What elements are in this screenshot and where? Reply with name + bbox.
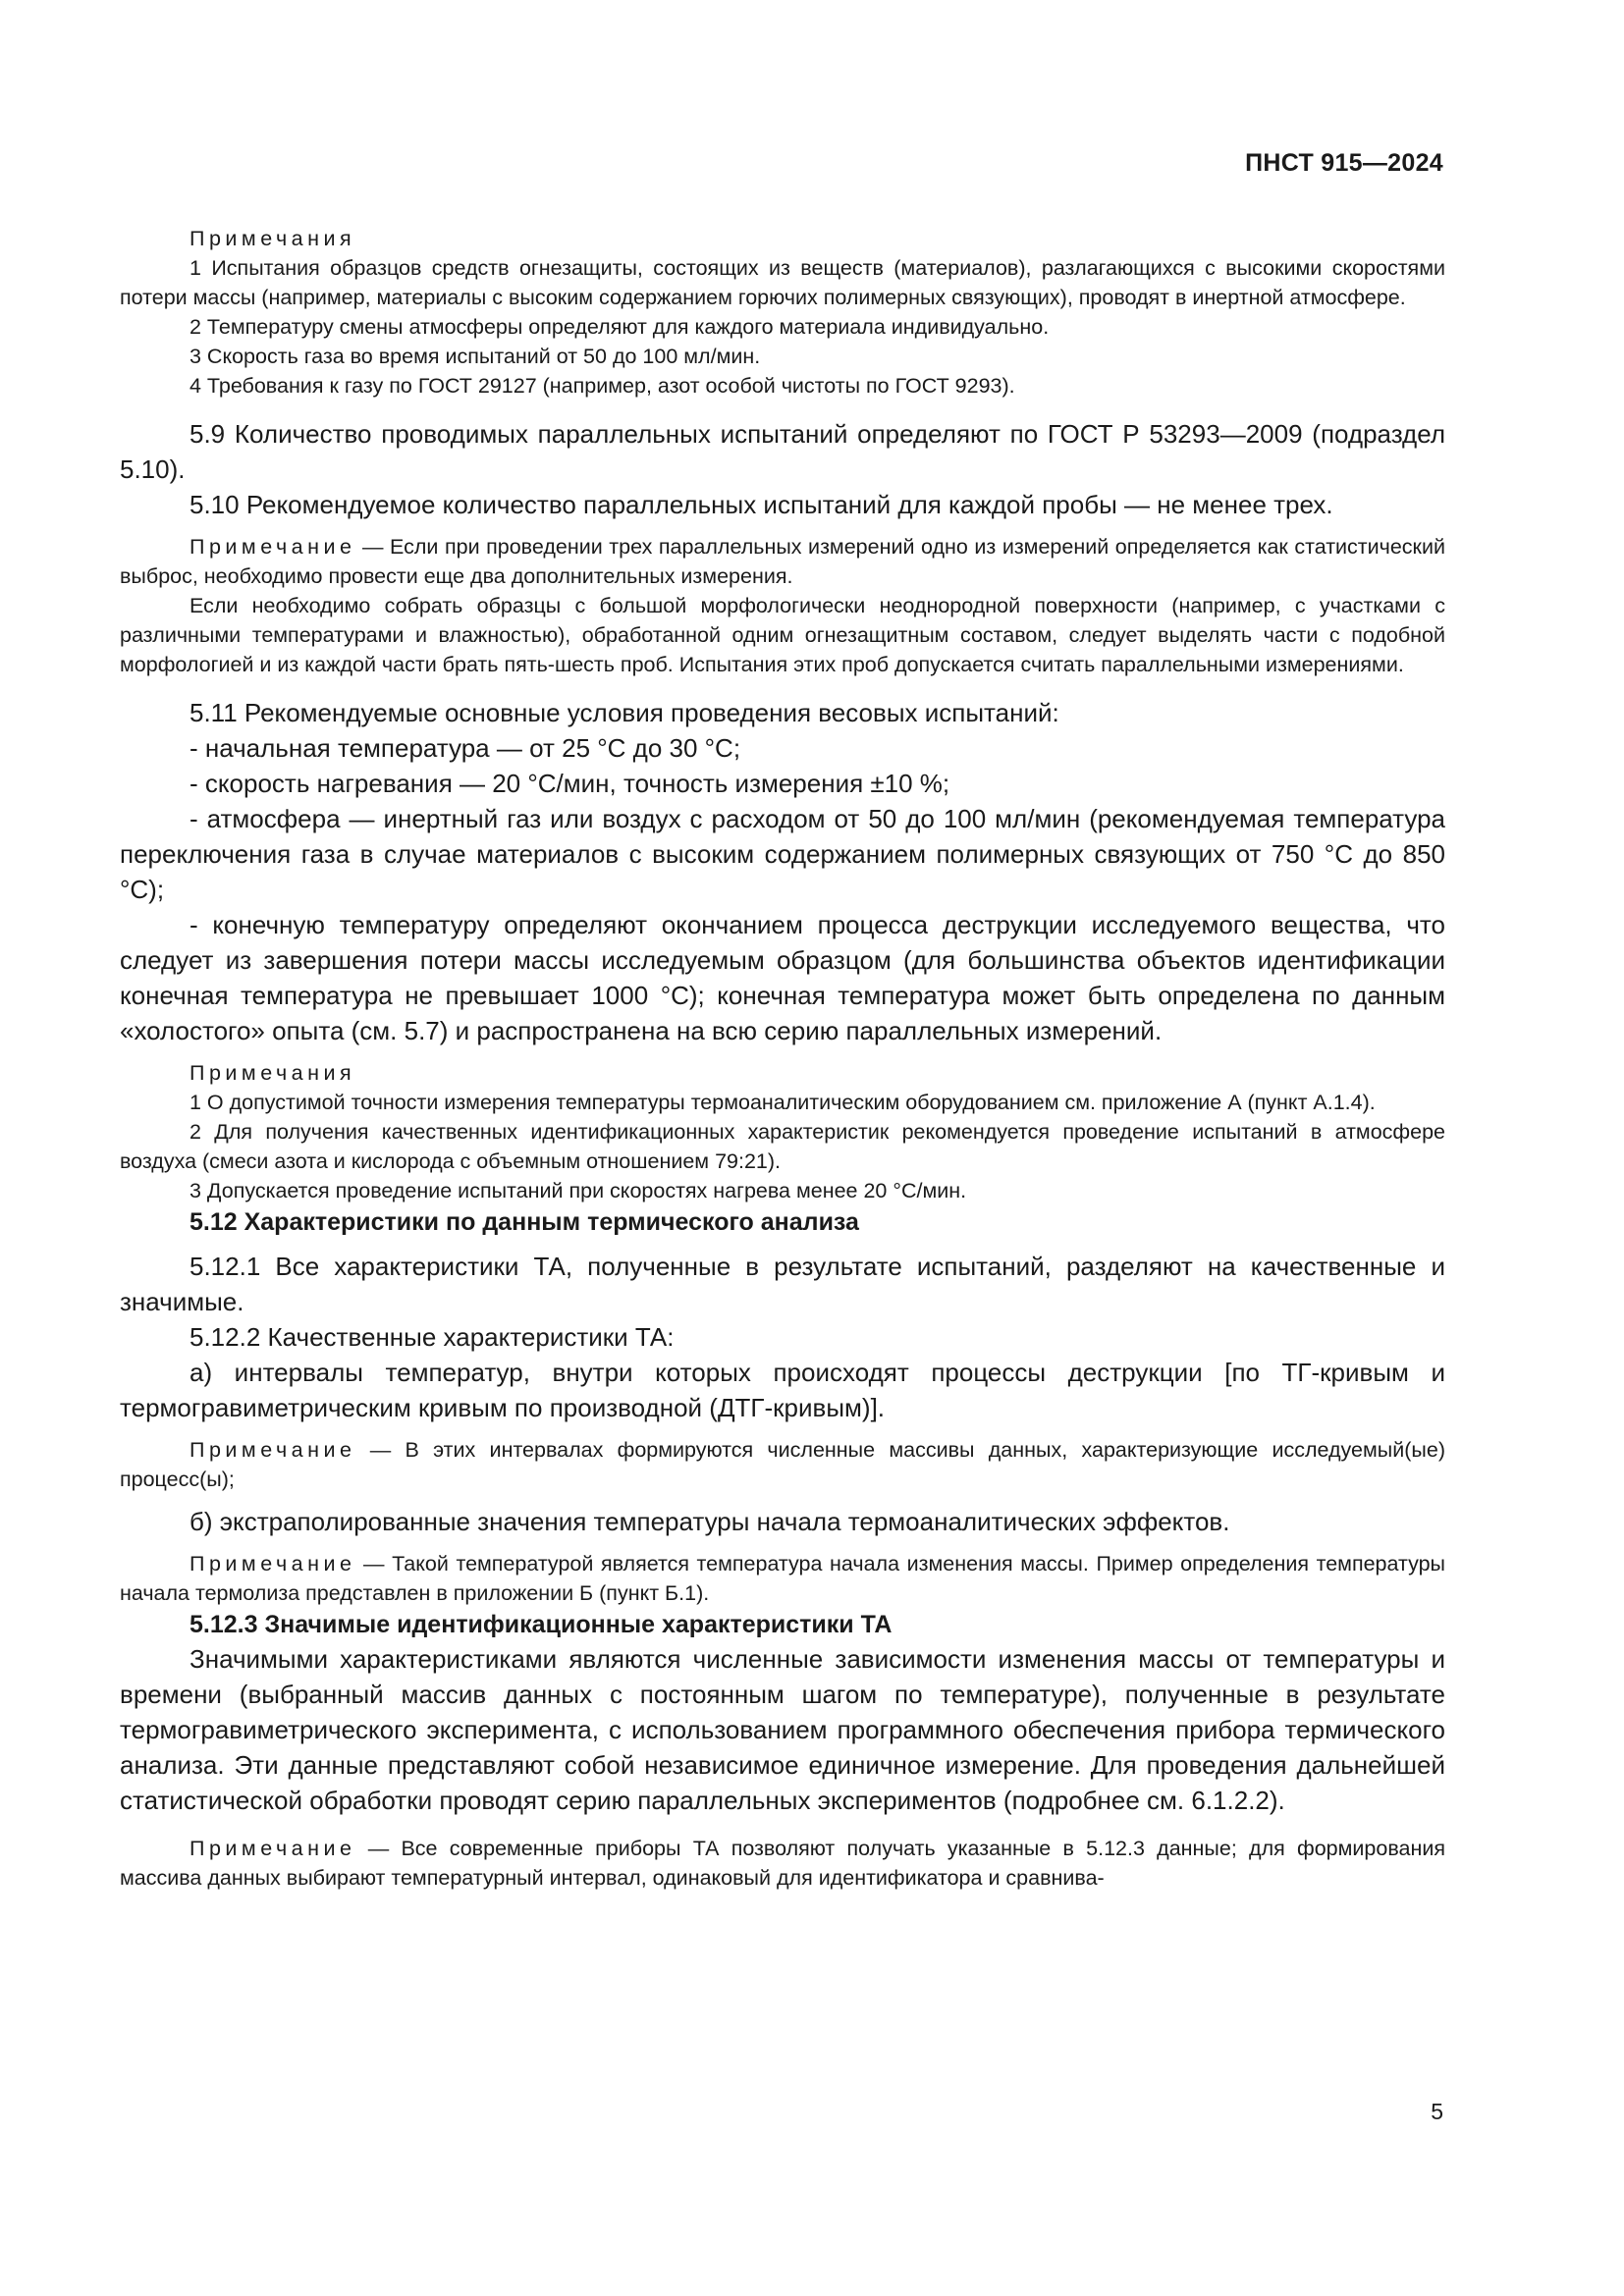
note-item: 3 Скорость газа во время испытаний от 50 до 100 мл/мин. [189, 345, 761, 368]
note-item: 2 Температуру смены атмосферы определяют для каждого материала индивидуально. [189, 315, 1050, 339]
clause-5-12-3-text: Значимыми характеристиками являются численные зависимости изменения массы от температуры и времени (выбранный массив данных с постоянным шагом по температуре), полученные в результате термогравиметрического эксперимента, с использованием программного обеспечения прибора термического анализа. Эти данные представляют собой независимое единичное измерение. Для проведения дальнейшей статистической обработки проводят серию параллельных экспериментов (подробнее см. 6.1.2.2). [120, 1644, 1445, 1815]
list-item-b: б) экстраполированные значения температуры начала термоаналитических эффектов. [189, 1507, 1230, 1536]
note-label: Примечание [189, 535, 356, 559]
note-text: — В этих интервалах формируются численные массивы данных, характеризующие исследуемый(ые) процесс(ы); [120, 1438, 1445, 1491]
note-label: Примечание [189, 1552, 356, 1575]
note-5-12-3 [120, 1834, 1445, 1893]
list-item: - скорость нагревания — 20 °С/мин, точность измерения ±10 %; [189, 769, 950, 798]
notes-title: Примечания [189, 227, 356, 250]
clause-5-9: 5.9 Количество проводимых параллельных испытаний определяют по ГОСТ Р 53293—2009 (подраздел 5.10). [120, 419, 1445, 484]
note-text: — Все современные приборы ТА позволяют получать указанные в 5.12.3 данные; для формирования массива данных выбирают температурный интервал, одинаковый для идентификатора и сравнива- [120, 1837, 1445, 1890]
list-item: - конечную температуру определяют окончанием процесса деструкции исследуемого вещества, что следует из завершения потери массы исследуемым образцом (для большинства объектов идентификации конечная температура не превышает 1000 °С); конечная температура может быть определена по данным «холостого» опыта (см. 5.7) и распространена на всю серию параллельных измерений. [120, 910, 1445, 1045]
note-5-10 [120, 532, 1445, 591]
note-continuation: Если необходимо собрать образцы с большой морфологически неоднородной поверхности (например, с участками с различными температурами и влажностью), обработанной одним огнезащитным составом, следует выделять части с подобной морфологией и из каждой части брать пять-шесть проб. Испытания этих проб допускается считать параллельными измерениями. [120, 594, 1445, 676]
note-label: Примечание [189, 1438, 356, 1462]
list-item-a: а) интервалы температур, внутри которых происходят процессы деструкции [по ТГ-кривым и термогравиметрическим кривым по производной (ДТГ-кривым)]. [120, 1358, 1445, 1422]
page-body [120, 224, 1445, 1893]
section-heading-5-12: 5.12 Характеристики по данным термического анализа [189, 1208, 859, 1236]
document-code-header: ПНСТ 915—2024 [1245, 149, 1443, 177]
note-text: — Если при проведении трех параллельных измерений одно из измерений определяется как статистический выброс, необходимо провести еще два дополнительных измерения. [120, 535, 1445, 588]
note-text: — Такой температурой является температура начала изменения массы. Пример определения температуры начала термолиза представлен в приложении Б (пункт Б.1). [120, 1552, 1445, 1605]
note-b [120, 1549, 1445, 1608]
note-a [120, 1435, 1445, 1494]
clause-5-12-1: 5.12.1 Все характеристики ТА, полученные в результате испытаний, разделяют на качественные и значимые. [120, 1252, 1445, 1316]
note-label: Примечание [189, 1837, 356, 1860]
page-number: 5 [1431, 2099, 1443, 2124]
clause-5-10: 5.10 Рекомендуемое количество параллельных испытаний для каждой пробы — не менее трех. [189, 490, 1333, 519]
note-item: 1 О допустимой точности измерения температуры термоаналитическим оборудованием см. приложение А (пункт А.1.4). [189, 1091, 1376, 1114]
note-item: 2 Для получения качественных идентификационных характеристик рекомендуется проведение испытаний в атмосфере воздуха (смеси азота и кислорода с объемным отношением 79:21). [120, 1120, 1445, 1173]
list-item: - атмосфера — инертный газ или воздух с расходом от 50 до 100 мл/мин (рекомендуемая температура переключения газа в случае материалов с высоким содержанием полимерных связующих от 750 °С до 850 °С); [120, 804, 1445, 904]
section-heading-5-12-3: 5.12.3 Значимые идентификационные характеристики ТА [189, 1611, 893, 1638]
note-item: 3 Допускается проведение испытаний при скоростях нагрева менее 20 °С/мин. [189, 1179, 967, 1202]
clause-5-12-2: 5.12.2 Качественные характеристики ТА: [189, 1322, 675, 1352]
list-item: - начальная температура — от 25 °С до 30 °С; [189, 733, 741, 763]
note-item: 1 Испытания образцов средств огнезащиты, состоящих из веществ (материалов), разлагающихся с высокими скоростями потери массы (например, материалы с высоким содержанием горючих полимерных связующих), проводят в инертной атмосфере. [120, 256, 1445, 309]
clause-5-11-intro: 5.11 Рекомендуемые основные условия проведения весовых испытаний: [189, 698, 1059, 727]
note-item: 4 Требования к газу по ГОСТ 29127 (например, азот особой чистоты по ГОСТ 9293). [189, 374, 1015, 398]
notes-title: Примечания [189, 1061, 356, 1085]
